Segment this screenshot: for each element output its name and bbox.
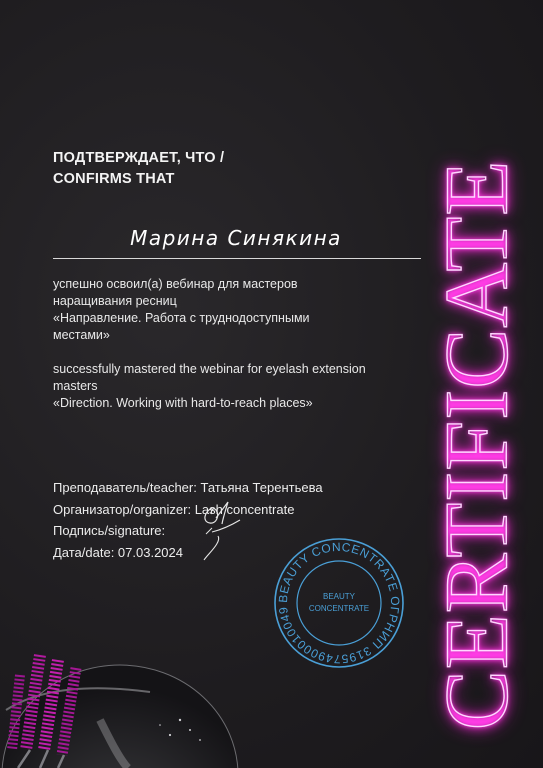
description-en-line: «Direction. Working with hard-to-reach places» (53, 396, 313, 410)
date-line: Дата/date: 07.03.2024 (53, 544, 183, 560)
description-ru-line: наращивания ресниц (53, 294, 177, 308)
svg-text:BEAUTY CONCENTRATE ОГРНИП 3195 (276, 540, 402, 666)
description-ru-line: «Направление. Работа с труднодоступными (53, 311, 310, 325)
description-ru-line: местами» (53, 328, 110, 342)
handwritten-signature (198, 498, 246, 564)
teacher-line: Преподаватель/teacher: Татьяна Терентьева (53, 480, 323, 495)
signature-line: Подпись/signature: (53, 523, 166, 538)
organizer-value: Lash concentrate (194, 501, 295, 517)
confirms-line-ru: ПОДТВЕРЖДАЕТ, ЧТО / (53, 150, 225, 166)
stamp-ring-text: BEAUTY CONCENTRATE ОГРНИП 319574900010049 (275, 539, 403, 667)
certificate-neon-title: CERTIFICATE (427, 159, 527, 731)
organizer-line (53, 499, 323, 521)
company-stamp (271, 535, 407, 671)
lash-brushes-illustration (0, 600, 240, 768)
organizer-label: Организатор/organizer: (53, 501, 195, 517)
confirms-line-en: CONFIRMS THAT (53, 171, 175, 187)
name-underline (53, 258, 421, 259)
description-en-line: successfully mastered the webinar for eyelash extension (53, 362, 366, 376)
description-ru-line: успешно освоил(а) вебинар для мастеров (53, 277, 298, 291)
stamp-center-line1: BEAUTY (322, 592, 356, 601)
description-ru (53, 276, 423, 344)
recipient-name: Марина Синякина (130, 226, 342, 250)
description-en-line: masters (53, 379, 98, 393)
description-en (53, 361, 423, 412)
confirms-heading (53, 148, 224, 190)
stamp-center-line2: CONCENTRATE (308, 604, 370, 613)
